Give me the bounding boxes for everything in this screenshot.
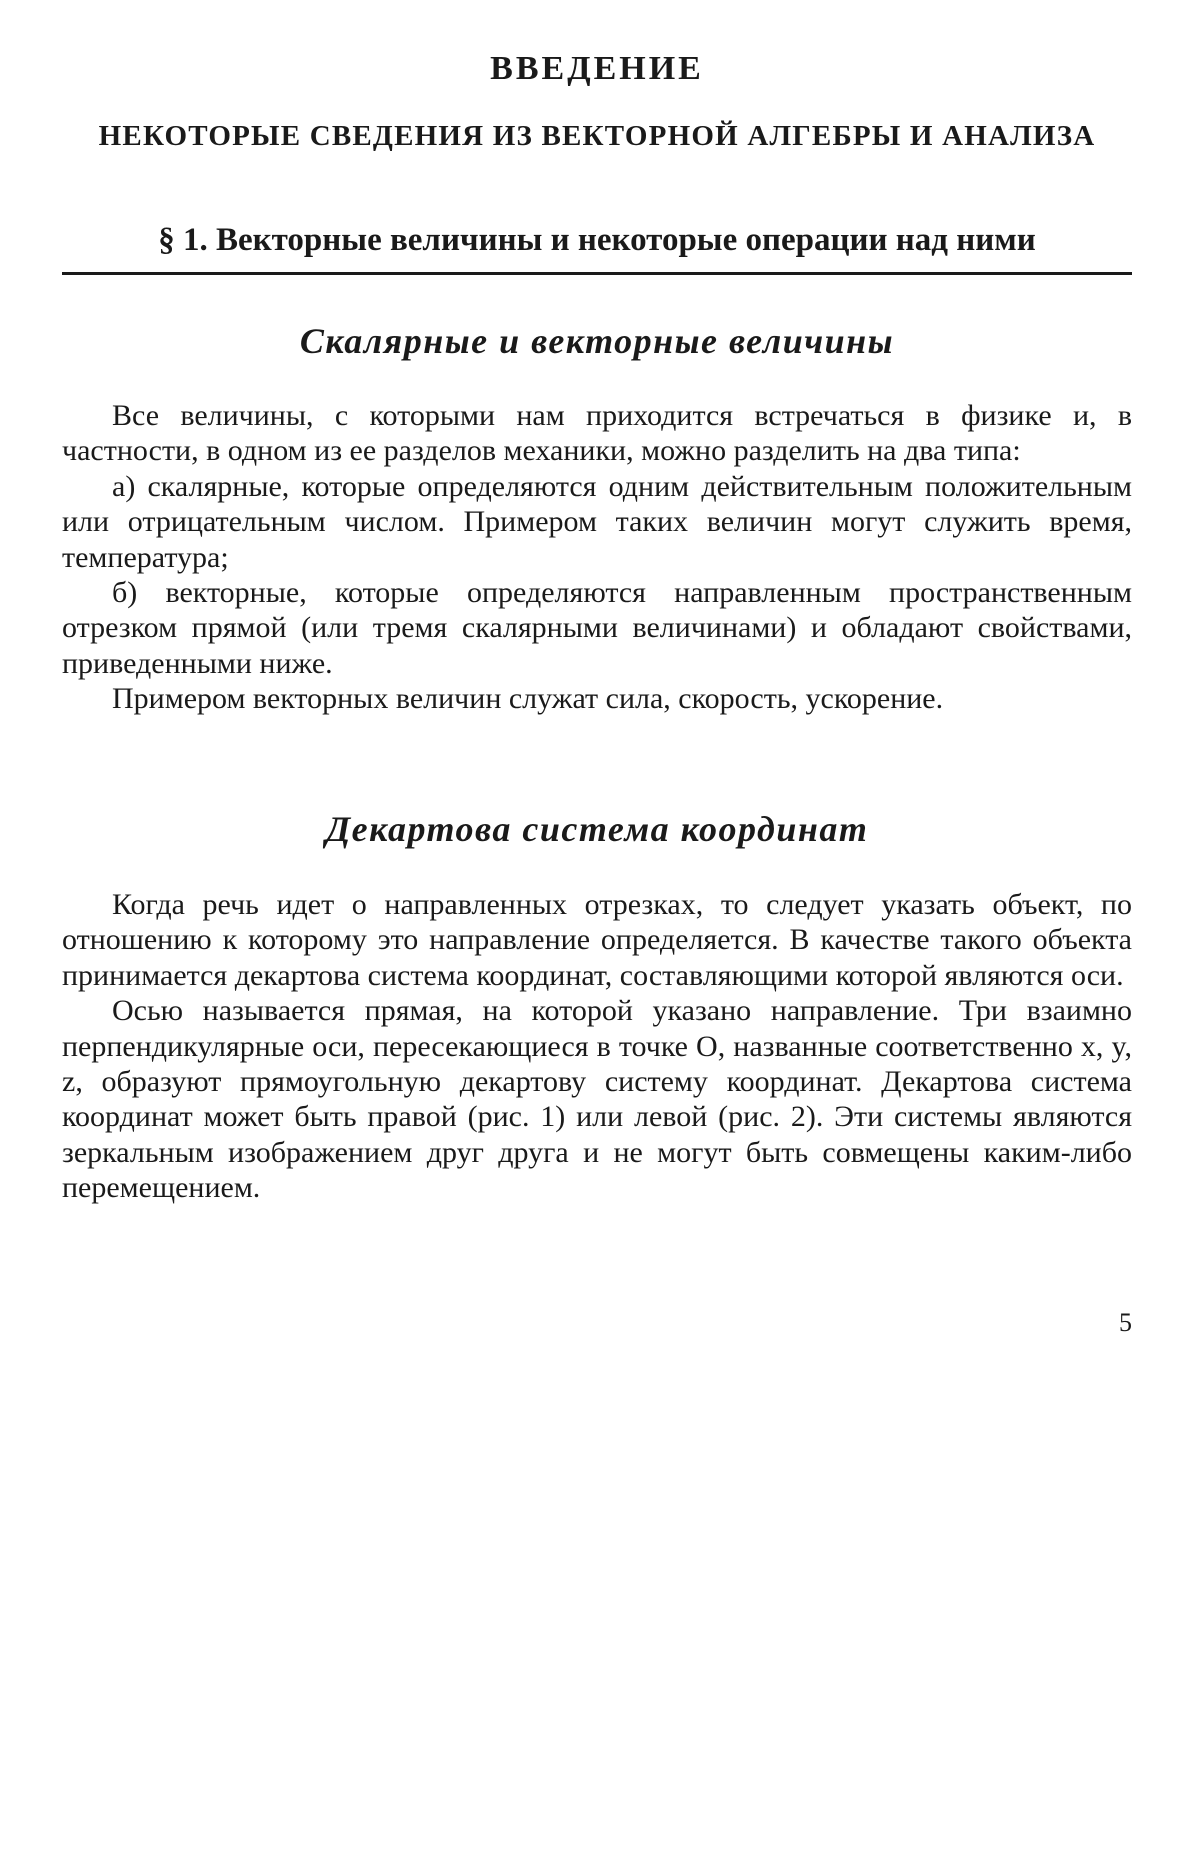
paragraph: Примером векторных величин служат сила, скорость, ускорение.	[112, 682, 944, 716]
paragraph: Осью называется прямая, на которой указано направление. Три взаимно перпендикулярные оси, пересекающиеся в точке O, названные соответственно x, y, z, образуют прямоугольную декартову систему координат. Декартова система координат может быть правой (рис. 1) или левой (рис. 2). Эти системы являются зеркальным изображением друг друга и не могут быть совмещены каким-либо перемещением.	[62, 994, 1132, 1205]
paragraph: б) векторные, которые определяются направленным пространственным отрезком прямой (или тремя скалярными величинами) и обладают свойствами, приведенными ниже.	[62, 576, 1132, 680]
subsection-body-scalar-vector	[62, 398, 1132, 717]
paragraph: а) скалярные, которые определяются одним действительным положительным или отрицательным числом. Примером таких величин могут служить время, температура;	[62, 469, 1132, 574]
section-heading: § 1. Векторные величины и некоторые операции над ними	[158, 222, 1036, 258]
subsection-body-cartesian	[62, 887, 1132, 1206]
subsection-heading-scalar-vector: Скалярные и векторные величины	[299, 321, 895, 361]
paragraph: Когда речь идет о направленных отрезках, то следует указать объект, по отношению к которому это направление определяется. В качестве такого объекта принимается декартова система координат, составляющими которой являются оси.	[62, 888, 1132, 992]
paragraph: Все величины, с которыми нам приходится встречаться в физике и, в частности, в одном из ее разделов механики, можно разделить на два типа:	[62, 399, 1132, 468]
document-page	[62, 0, 1132, 1853]
chapter-title: ВВЕДЕНИЕ	[490, 50, 704, 87]
section-divider	[62, 272, 1132, 275]
chapter-subtitle: НЕКОТОРЫЕ СВЕДЕНИЯ ИЗ ВЕКТОРНОЙ АЛГЕБРЫ И АНАЛИЗА	[98, 120, 1096, 152]
page-number: 5	[1119, 1308, 1132, 1337]
subsection-heading-cartesian: Декартова система координат	[325, 809, 869, 849]
